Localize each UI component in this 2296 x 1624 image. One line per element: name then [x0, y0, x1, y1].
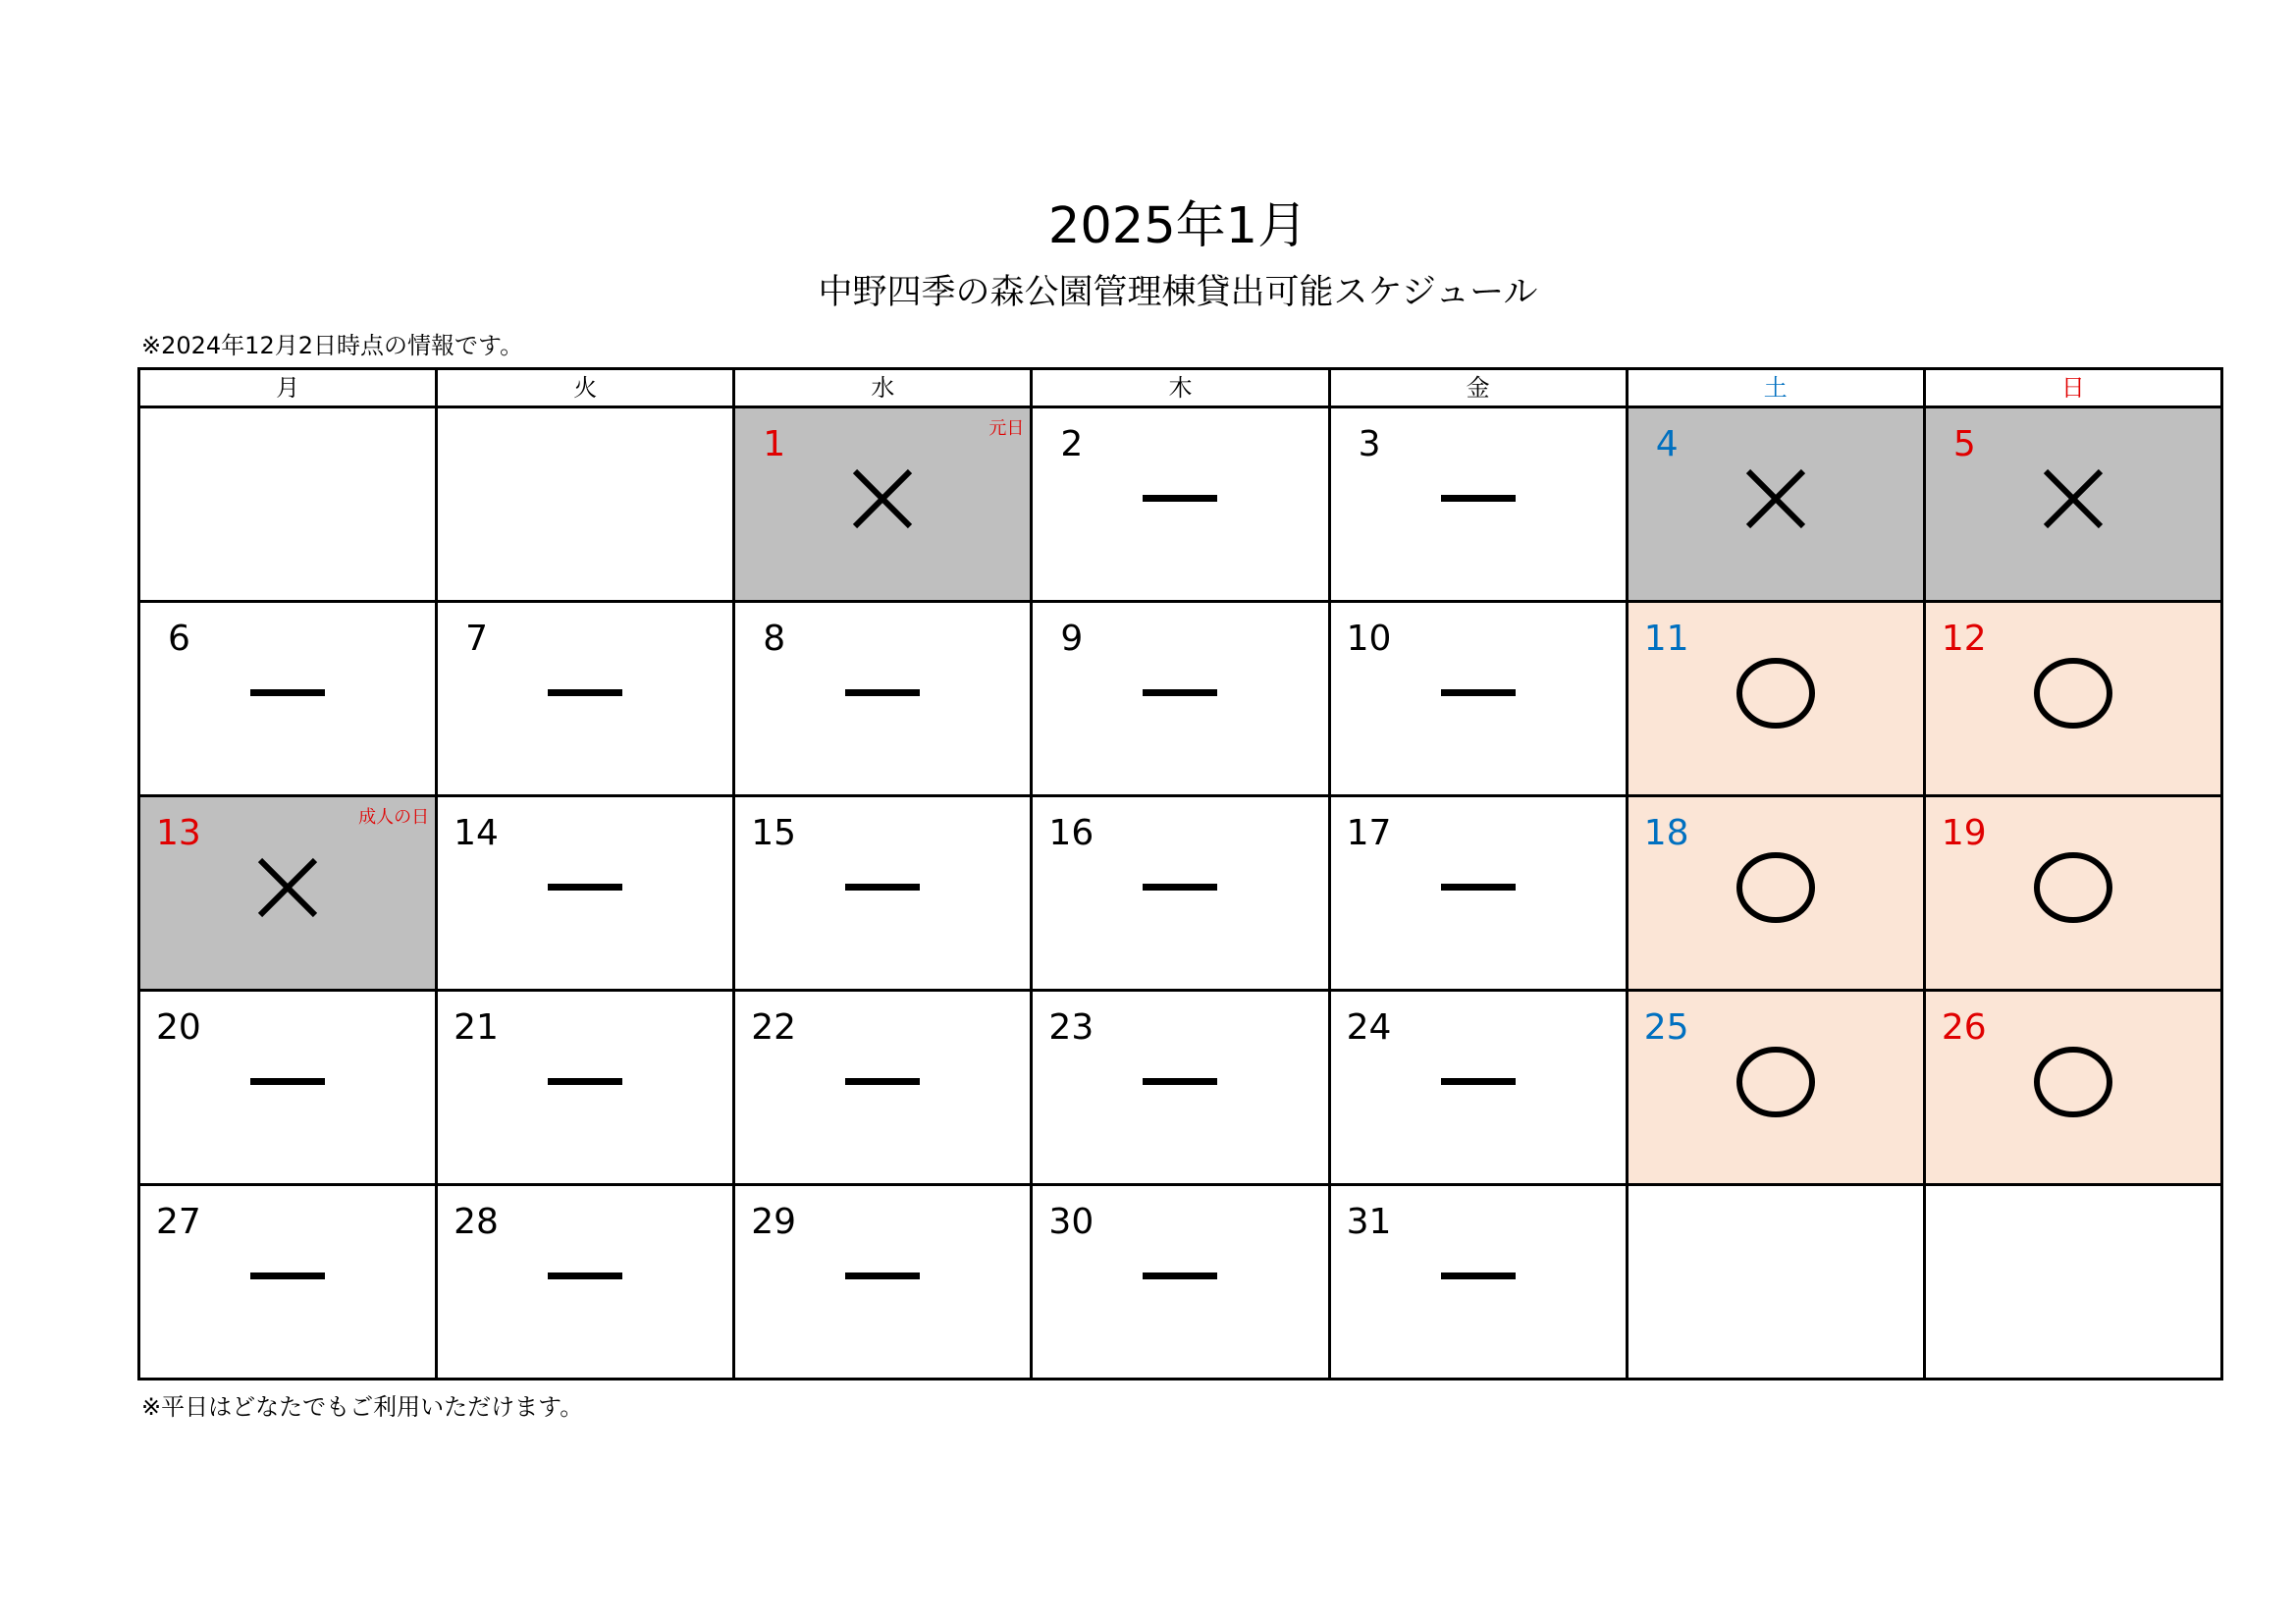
- closed-dash-icon: [546, 883, 624, 893]
- week-row: [139, 1185, 2222, 1380]
- day-number: 24: [1346, 1007, 1392, 1048]
- empty-day-cell: [1627, 1185, 1924, 1380]
- day-cell-content: [735, 797, 1030, 989]
- day-number: 28: [454, 1202, 499, 1242]
- closed-dash-icon: [1439, 883, 1518, 893]
- weekday-sat: 土: [1627, 369, 1924, 407]
- day-cell-content: [1629, 603, 1923, 794]
- day-number: 31: [1346, 1202, 1392, 1242]
- empty-day-cell: [437, 407, 734, 602]
- day-cell: [1627, 796, 1924, 991]
- day-cell-content: [438, 992, 732, 1183]
- day-cell: [139, 991, 437, 1185]
- day-number: 23: [1048, 1007, 1095, 1048]
- day-number: 1: [763, 424, 786, 464]
- day-cell: [1329, 991, 1627, 1185]
- day-number: 20: [156, 1007, 201, 1048]
- day-cell: [1032, 407, 1329, 602]
- unavailable-cross-icon: [1742, 465, 1809, 532]
- day-number: 14: [454, 813, 499, 853]
- day-cell: [734, 1185, 1032, 1380]
- day-cell: [1032, 1185, 1329, 1380]
- day-number: 12: [1941, 619, 1987, 659]
- day-number: 13: [156, 813, 201, 853]
- page-subtitle: 中野四季の森公園管理棟貸出可能スケジュール: [818, 273, 1538, 312]
- day-cell-content: [1033, 992, 1327, 1183]
- day-number: 27: [156, 1202, 201, 1242]
- available-circle-icon: [2032, 656, 2114, 731]
- day-cell: [1627, 991, 1924, 1185]
- closed-dash-icon: [843, 1272, 922, 1281]
- day-cell-content: [140, 992, 435, 1183]
- day-cell: [1924, 407, 2221, 602]
- day-cell: [734, 602, 1032, 796]
- day-cell: [139, 1185, 437, 1380]
- day-cell-content: [140, 1186, 435, 1378]
- day-cell-content: [1926, 408, 2220, 600]
- day-cell-content: [1629, 992, 1923, 1183]
- closed-dash-icon: [843, 1077, 922, 1087]
- day-cell-content: [1033, 408, 1327, 600]
- day-number: 6: [168, 619, 190, 659]
- day-cell: [734, 796, 1032, 991]
- holiday-label: 元日: [988, 418, 1025, 439]
- day-cell: [1329, 1185, 1627, 1380]
- available-circle-icon: [1735, 1045, 1817, 1119]
- day-cell-content: [735, 992, 1030, 1183]
- weekday-tue: 火: [437, 369, 734, 407]
- available-circle-icon: [1735, 850, 1817, 925]
- closed-dash-icon: [546, 1272, 624, 1281]
- closed-dash-icon: [248, 1272, 327, 1281]
- day-cell: [1329, 407, 1627, 602]
- day-number: 21: [454, 1007, 499, 1048]
- day-cell-content: [1331, 408, 1626, 600]
- day-cell: [1627, 407, 1924, 602]
- empty-day-cell: [1924, 1185, 2221, 1380]
- day-cell-content: [1926, 603, 2220, 794]
- unavailable-cross-icon: [254, 854, 321, 921]
- day-cell: [437, 991, 734, 1185]
- day-cell-content: [735, 603, 1030, 794]
- weekday-usage-note: ※平日はどなたでもご利用いただけます。: [141, 1393, 584, 1421]
- day-number: 9: [1060, 619, 1084, 659]
- day-number: 22: [751, 1007, 797, 1048]
- calendar-grid: [137, 367, 2223, 1380]
- day-cell-content: [1331, 1186, 1626, 1378]
- closed-dash-icon: [1439, 1077, 1518, 1087]
- day-number: 30: [1048, 1202, 1095, 1242]
- day-number: 10: [1346, 619, 1392, 659]
- day-cell: [1032, 991, 1329, 1185]
- day-cell-content: [1331, 797, 1626, 989]
- day-cell-content: [1331, 992, 1626, 1183]
- unavailable-cross-icon: [849, 465, 916, 532]
- info-date-note: ※2024年12月2日時点の情報です。: [141, 332, 524, 359]
- day-cell-content: [1629, 408, 1923, 600]
- closed-dash-icon: [546, 1077, 624, 1087]
- day-number: 11: [1643, 619, 1689, 659]
- week-row: [139, 602, 2222, 796]
- day-cell-content: [735, 1186, 1030, 1378]
- calendar-body: [139, 407, 2222, 1380]
- day-cell-content: [438, 1186, 732, 1378]
- day-number: 25: [1643, 1007, 1689, 1048]
- day-number: 19: [1941, 813, 1987, 853]
- day-cell-content: [438, 603, 732, 794]
- closed-dash-icon: [1439, 688, 1518, 698]
- day-number: 5: [1952, 424, 1976, 464]
- day-number: 16: [1048, 813, 1095, 853]
- holiday-label: 成人の日: [358, 807, 430, 828]
- page-title: 2025年1月: [1047, 197, 1308, 255]
- week-row: [139, 991, 2222, 1185]
- day-cell: [1924, 991, 2221, 1185]
- day-number: 29: [751, 1202, 797, 1242]
- day-cell: [734, 407, 1032, 602]
- closed-dash-icon: [1141, 883, 1219, 893]
- day-cell-content: [1033, 797, 1327, 989]
- weekday-wed: 水: [734, 369, 1032, 407]
- empty-day-cell: [139, 407, 437, 602]
- closed-dash-icon: [546, 688, 624, 698]
- day-cell: [1329, 796, 1627, 991]
- closed-dash-icon: [1439, 1272, 1518, 1281]
- closed-dash-icon: [1141, 688, 1219, 698]
- closed-dash-icon: [1141, 1077, 1219, 1087]
- day-cell: [1924, 602, 2221, 796]
- day-number: 3: [1358, 424, 1381, 464]
- day-cell: [1924, 796, 2221, 991]
- day-number: 17: [1346, 813, 1392, 853]
- day-cell: [1329, 602, 1627, 796]
- day-cell-content: [1331, 603, 1626, 794]
- day-number: 4: [1655, 424, 1679, 464]
- day-cell-content: [1629, 797, 1923, 989]
- closed-dash-icon: [843, 883, 922, 893]
- available-circle-icon: [2032, 850, 2114, 925]
- day-cell-content: [1033, 1186, 1327, 1378]
- day-cell-content: [140, 797, 435, 989]
- day-cell: [139, 602, 437, 796]
- day-cell: [1032, 796, 1329, 991]
- closed-dash-icon: [248, 1077, 327, 1087]
- available-circle-icon: [1735, 656, 1817, 731]
- weekday-thu: 木: [1032, 369, 1329, 407]
- closed-dash-icon: [1439, 494, 1518, 504]
- weekday-sun: 日: [1924, 369, 2221, 407]
- day-number: 8: [763, 619, 786, 659]
- day-cell-content: [140, 603, 435, 794]
- weekday-mon: 月: [139, 369, 437, 407]
- weekday-header-row: [139, 369, 2222, 407]
- day-number: 2: [1060, 424, 1084, 464]
- day-number: 15: [751, 813, 797, 853]
- day-number: 7: [465, 619, 489, 659]
- unavailable-cross-icon: [2040, 465, 2107, 532]
- day-number: 26: [1941, 1007, 1987, 1048]
- day-cell: [437, 602, 734, 796]
- day-cell: [734, 991, 1032, 1185]
- day-cell: [437, 796, 734, 991]
- day-cell-content: [1926, 992, 2220, 1183]
- closed-dash-icon: [843, 688, 922, 698]
- closed-dash-icon: [1141, 1272, 1219, 1281]
- day-cell: [1627, 602, 1924, 796]
- day-cell: [139, 796, 437, 991]
- day-cell-content: [1926, 797, 2220, 989]
- week-row: [139, 407, 2222, 602]
- closed-dash-icon: [1141, 494, 1219, 504]
- week-row: [139, 796, 2222, 991]
- day-cell: [1032, 602, 1329, 796]
- day-cell-content: [1033, 603, 1327, 794]
- day-cell: [437, 1185, 734, 1380]
- day-number: 18: [1643, 813, 1689, 853]
- day-cell-content: [735, 408, 1030, 600]
- closed-dash-icon: [248, 688, 327, 698]
- available-circle-icon: [2032, 1045, 2114, 1119]
- day-cell-content: [438, 797, 732, 989]
- weekday-fri: 金: [1329, 369, 1627, 407]
